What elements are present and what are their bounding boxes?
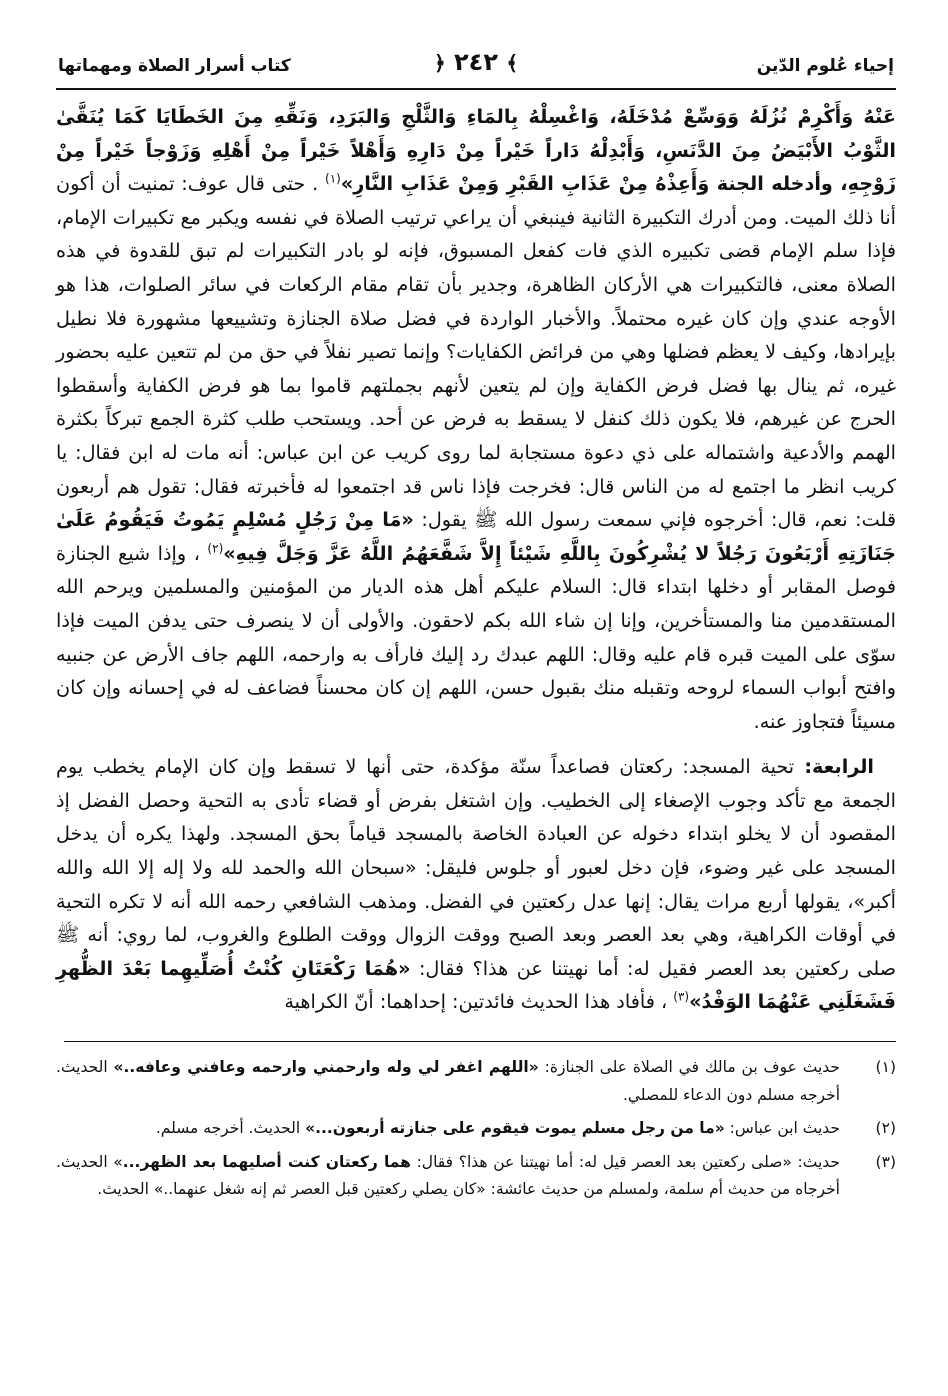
body-text: ، فأفاد هذا الحديث فائدتين: إحداهما: أنّ الكراهية bbox=[284, 990, 674, 1014]
footnote-quote: «ما من رجل مسلم يموت فيقوم على جنازته أربعون...» bbox=[305, 1119, 725, 1138]
footnote-part: حديث: «صلى ركعتين بعد العصر قيل له: أما نهيتنا عن هذا؟ فقال: bbox=[410, 1152, 840, 1171]
section-lead: الرابعة: bbox=[794, 755, 874, 779]
book-title: إحياء عُلوم الدّين bbox=[756, 56, 894, 76]
right-ornament-icon: ﴿ bbox=[433, 51, 446, 75]
footnote-text bbox=[56, 1054, 840, 1109]
footnote-part: الحديث. أخرجه مسلم دون الدعاء للمصلي. bbox=[56, 1058, 840, 1104]
footnote-part: » الحديث. أخرجاه من حديث أم سلمة، ولمسلم من حديث عائشة: «كان يصلي ركعتين قبل العصر ثم إنه شغل عنهما..» الحديث. bbox=[56, 1152, 840, 1199]
footnote-number: (٣) bbox=[875, 1152, 896, 1171]
paragraph-funeral bbox=[56, 100, 896, 738]
footnote-quote: هما ركعتان كنت أصليهما بعد الظهر... bbox=[122, 1152, 411, 1171]
footnote bbox=[56, 1115, 896, 1143]
footnote-quote: «اللهم اغفر لي وله وارحمني وارحمه وعافني وعافه..» bbox=[113, 1058, 539, 1077]
footnote-number: (٢) bbox=[875, 1119, 896, 1138]
footnote-part: حديث ابن عباس: bbox=[724, 1119, 840, 1138]
running-header bbox=[56, 44, 896, 90]
left-ornament-icon: ﴾ bbox=[506, 51, 519, 75]
footnote-ref: (٣) bbox=[673, 990, 690, 1005]
footnote-part: الحديث. أخرجه مسلم. bbox=[155, 1119, 306, 1138]
footnote-ref: (٢) bbox=[207, 541, 224, 556]
footnote-number: (١) bbox=[875, 1058, 896, 1077]
hadith-text: «هُمَا رَكْعَتَانِ كُنْتُ أُصَلِّيهِما بَعْدَ الظُّهرِ فَشَغَلَنِي عَنْهُمَا الوَفْدُ» bbox=[56, 956, 896, 1014]
footnote-text bbox=[56, 1149, 840, 1204]
body-text: تحية المسجد: ركعتان فصاعداً سنّة مؤكدة، حتى أنها لا تسقط وإن كان الإمام يخطب يوم الجمعة مع تأكد وجوب الإصغاء إلى الخطيب. وإن اشتغل بفرض أو قضاء تأدى به التحية وحصل الفضل إذ المقصود أن لا يخلو ابتداء دخوله عن العبادة الخاصة بالمسجد قياماً بحق المسجد. ولهذا يكره أن يدخل المسجد على غير وضوء، فإن دخل لعبور أو جلوس فليقل: «سبحان الله والحمد لله ولا إله إلا الله والله أكبر»، يقولها أربع مرات يقال: إنها عدل ركعتين في الفضل. ومذهب الشافعي رحمه الله أنه لا تكره التحية في أوقات الكراهية، وهي بعد العصر وبعد الصبح ووقت الزوال ووقت الطلوع والغروب، لما روي: أنه ﷺ صلى ركعتين بعد العصر فقيل له: أما نهيتنا عن هذا؟ فقال: bbox=[56, 755, 896, 980]
book-page bbox=[56, 44, 896, 1210]
chapter-title: كتاب أسرار الصلاة ومهماتها bbox=[58, 56, 291, 76]
page-number bbox=[434, 48, 518, 76]
footnote bbox=[56, 1054, 896, 1109]
footnotes bbox=[56, 1054, 896, 1204]
page-number-value: ٢٤٢ bbox=[454, 48, 498, 76]
footnote bbox=[56, 1149, 896, 1204]
main-text bbox=[56, 100, 896, 1019]
footnote-part: حديث عوف بن مالك في الصلاة على الجنازة: bbox=[538, 1058, 840, 1077]
footnote-ref: (١) bbox=[325, 171, 341, 186]
hadith-text: عَنْهُ وَأَكْرِمْ نُزُلَهُ وَوَسِّعْ مُدْخَلَهُ، وَاغْسِلْهُ بِالمَاءِ وَالثَّلْجِ وَالبَرَدِ، وَنَقِّهِ مِنَ الخَطَايَا كَمَا يُنَقَّىٰ الثَّوْبُ الأَبْيَضُ مِنَ الدَّنَسِ، وَأَبْدِلْهُ دَاراً خَيْراً مِنْ دَارِهِ وَأَهْلاً خَيْراً مِنْ أَهْلِهِ وَزَوْجاً خَيْراً مِنْ زَوْجِهِ، وأدخله الجنة وَأَعِذْهُ مِنْ عَذَابِ القَبْرِ وَمِنْ عَذَابِ النَّارِ» bbox=[56, 105, 897, 196]
footnote-text bbox=[56, 1115, 840, 1143]
footnote-separator bbox=[64, 1041, 896, 1042]
hadith-text: «مَا مِنْ رَجُلٍ مُسْلِمٍ يَمُوتُ فَيَقُومُ عَلَىٰ جَنَازَتِهِ أَرْبَعُونَ رَجُلاً لا يُشْرِكُونَ بِاللَّهِ شَيْئاً إِلاَّ شَفَّعَهُمُ اللَّهُ عَزَّ وَجَلَّ فِيهِ» bbox=[56, 508, 896, 565]
paragraph-mosque-greeting bbox=[56, 750, 896, 1019]
body-text: ، وإذا شيع الجنازة فوصل المقابر أو دخلها ابتداء قال: السلام عليكم أهل هذه الديار من المؤمنين والمسلمين ويرحم الله المستقدمين منا والمستأخرين، وإنا إن شاء الله بكم لاحقون. والأولى أن لا ينصرف حتى يدفن الميت فإذا سوّى على الميت قبره قام عليه وقال: اللهم عبدك رد إليك فارأف به وارحمه، اللهم جاف الأرض عن جنبيه وافتح أبواب السماء لروحه وتقبله منك بقبول حسن، اللهم إن كان محسناً فضاعف له في إحسانه وإن كان مسيئاً فتجاوز عنه. bbox=[56, 541, 896, 733]
body-text: . حتى قال عوف: تمنيت أن أكون أنا ذلك الميت. ومن أدرك التكبيرة الثانية فينبغي أن يراعي ترتيب الصلاة في نفسه ويكبر مع تكبيرات الإمام، فإذا سلم الإمام قضى تكبيره الذي فات كفعل المسبوق، فإنه لو بادر التكبيرات لم تبق للقدوة في هذه الصلاة معنى، فالتكبيرات هي الأركان الظاهرة، وجدير بأن تقام مقام الركعات في سائر الصلوات، هذا هو الأوجه عندي وإن كان غيره محتملاً. والأخبار الواردة في فضل صلاة الجنازة وتشييعها مشهورة فلا نطيل بإيرادها، وكيف لا يعظم فضلها وهي من فرائض الكفايات؟ وإنما تصير نفلاً في حق من لم تتعين عليه بحضور غيره، ثم ينال بها فضل فرض الكفاية وإن لم يتعين لأنهم بجملتهم قاموا بما هو فرض الكفاية وأسقطوا الحرج عن غيرهم، فلا يكون ذلك كنفل لا يسقط به فرض عن أحد. ويستحب طلب كثرة الجمع تبركاً بكثرة الهمم والأدعية واشتماله على ذي دعوة مستجابة لما روى كريب عن ابن عباس: أنه مات له ابن فقال: يا كريب انظر ما اجتمع له من الناس قال: فخرجت فإذا ناس قد اجتمعوا له فأخبرته فقال: تقول هم أربعون قلت: نعم، قال: أخرجوه فإني سمعت رسول الله ﷺ يقول: bbox=[56, 172, 896, 532]
